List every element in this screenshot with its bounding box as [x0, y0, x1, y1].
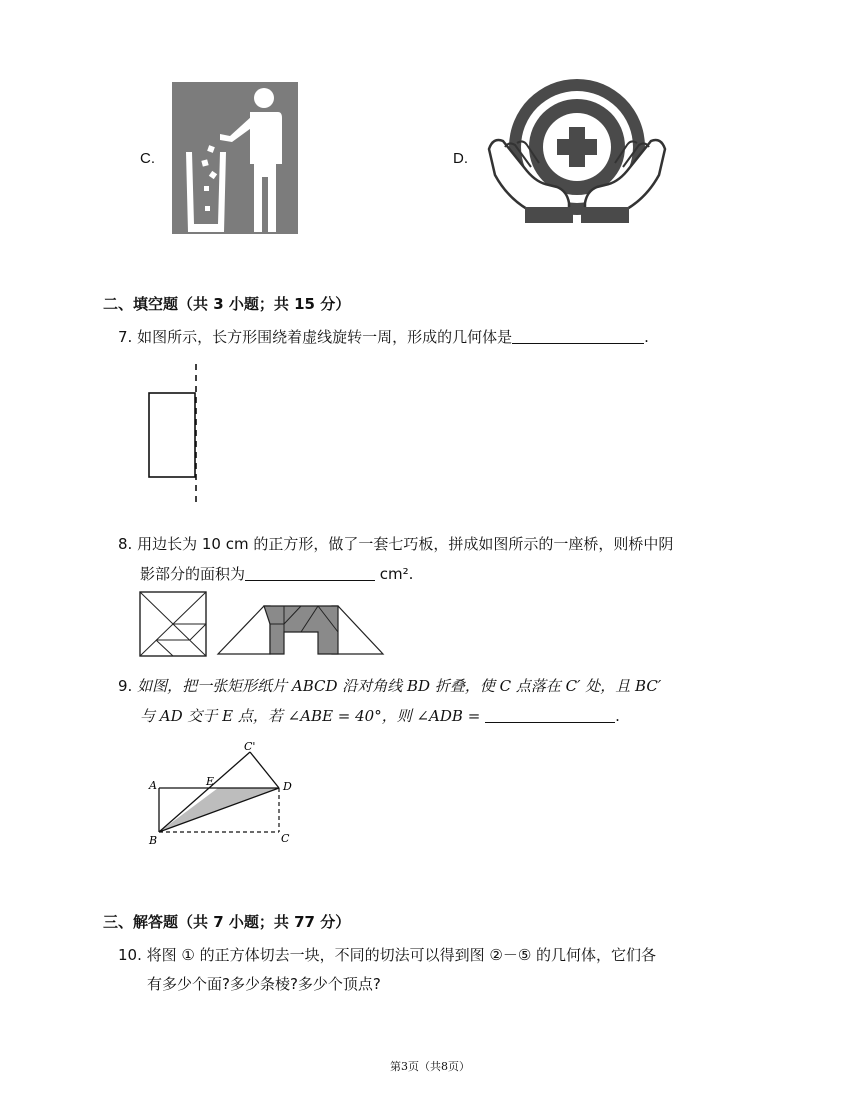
question-text-end: . — [615, 707, 620, 725]
option-d-label: D. — [453, 150, 468, 167]
answer-blank — [485, 706, 615, 723]
point-label-c: C — [281, 832, 290, 845]
question-text: 影部分的面积为 — [140, 565, 246, 583]
question-number: 7. — [118, 328, 133, 346]
question-9-line2 — [140, 701, 620, 731]
section-title: 三、解答题（共 7 小题；共 77 分） — [103, 913, 351, 931]
recycle-bin-person-icon — [172, 82, 298, 234]
question-text: 有多少个面?多少条棱?多少个顶点? — [147, 975, 381, 993]
question-9 — [118, 671, 661, 701]
question-text: 用边长为 10 cm 的正方形，做了一套七巧板，拼成如图所示的一座桥，则桥中阴 — [137, 535, 674, 553]
point-label-d: D — [283, 780, 292, 793]
question-number: 9. — [118, 677, 133, 695]
question-text: 如图所示，长方形围绕着虚线旋转一周，形成的几何体是 — [137, 328, 513, 346]
page-footer: 第3页（共8页） — [390, 1060, 470, 1073]
point-label-a: A — [149, 779, 157, 792]
option-c-label: C. — [140, 150, 155, 167]
question-10-line2 — [147, 969, 381, 999]
question-text-end: . — [644, 328, 649, 346]
unit-text: cm². — [379, 565, 414, 583]
question-8-line2 — [140, 559, 413, 589]
question-text: 将图 ① 的正方体切去一块，不同的切法可以得到图 ②－⑤ 的几何体，它们各 — [146, 946, 657, 964]
tangram-bridge-figure — [138, 590, 388, 658]
point-label-c-prime: C' — [244, 740, 256, 753]
answer-blank — [512, 327, 644, 344]
fold-rectangle-figure — [146, 738, 306, 848]
rotation-figure — [146, 364, 202, 506]
question-number: 8. — [118, 535, 133, 553]
question-7 — [118, 322, 649, 352]
point-label-b: B — [149, 834, 158, 847]
answer-blank — [245, 564, 375, 581]
question-text: 如图，把一张矩形纸片 ABCD 沿对角线 BD 折叠，使 C 点落在 C′ 处，且 BC′ — [137, 677, 662, 695]
section-title: 二、填空题（共 3 小题；共 15 分） — [103, 295, 351, 313]
question-number: 10. — [118, 946, 142, 964]
question-text: 与 AD 交于 E 点，若 ∠ABE = 40°，则 ∠ADB = — [140, 707, 481, 725]
question-10 — [118, 940, 656, 970]
hands-medical-cross-icon — [487, 79, 667, 226]
point-label-e: E — [206, 775, 215, 788]
question-8 — [118, 529, 673, 559]
